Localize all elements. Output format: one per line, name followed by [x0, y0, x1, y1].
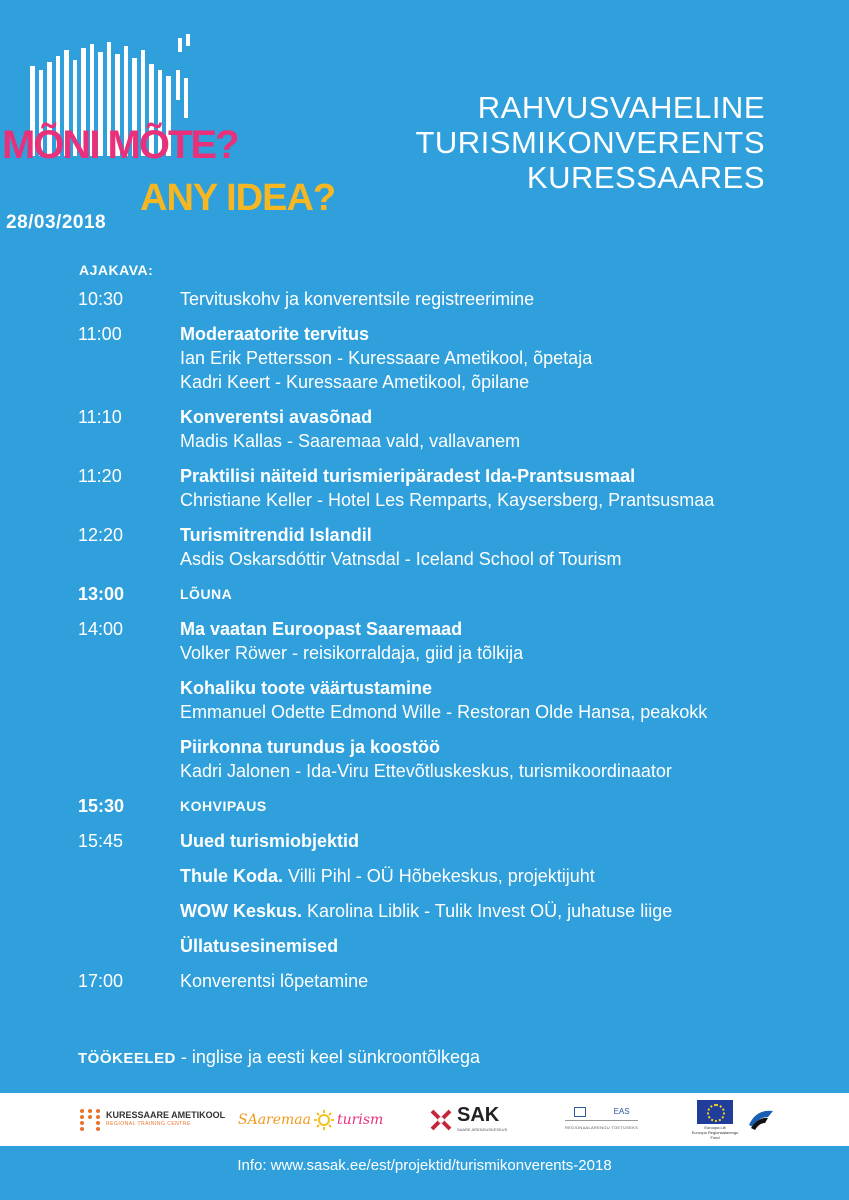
agenda-line: Villi Pihl - OÜ Hõbekeskus, projektijuht: [288, 866, 595, 886]
agenda-time: 14:00: [78, 619, 124, 639]
agenda-item: [78, 287, 818, 311]
agenda-heading: Turismitrendid Islandil: [180, 525, 372, 545]
working-languages: [78, 1045, 480, 1071]
eu-flag-icon: [697, 1100, 733, 1124]
agenda-time: [78, 864, 180, 888]
agenda-heading: Thule Koda.: [180, 866, 283, 886]
sun-icon: [313, 1109, 335, 1131]
agenda-heading: KOHVIPAUS: [180, 798, 267, 814]
logo-text-moni-mote: MÕNI MÕTE?: [2, 123, 238, 167]
agenda-time: [78, 934, 180, 958]
sponsor-subtitle: Euroopa Regionaalarengu Fond: [691, 1129, 739, 1140]
agenda-item: [78, 405, 818, 453]
conference-logo: [0, 30, 336, 240]
agenda-line: Konverentsi lõpetamine: [180, 971, 369, 991]
agenda-heading: Moderaatorite tervitus: [180, 324, 370, 344]
estonian-flag-icon: [746, 1105, 776, 1135]
agenda-line: Ian Erik Pettersson - Kuressaare Ametikool, õpetaja: [180, 348, 593, 368]
ministry-crest-icon: [574, 1107, 586, 1117]
agenda-item: [78, 464, 818, 512]
agenda-heading: Ma vaatan Euroopast Saaremaad: [180, 619, 463, 639]
agenda-item: [78, 735, 818, 783]
event-date: 28/03/2018: [6, 212, 107, 233]
title-line-3: KURESSAARES: [526, 160, 765, 195]
sponsor-subtitle: REGIONAL TRAINING CENTRE: [106, 1120, 191, 1127]
agenda-line: Christiane Keller - Hotel Les Remparts, Kaysersberg, Prantsusmaa: [180, 490, 715, 510]
agenda-item: [78, 969, 818, 993]
logo-text-any-idea: ANY IDEA?: [140, 177, 336, 219]
agenda-time: [78, 899, 180, 923]
sponsor-eas: [565, 1093, 638, 1146]
agenda-heading: WOW Keskus.: [180, 901, 303, 921]
title-line-2: TURISMIKONVERENTS: [415, 125, 765, 160]
footer-info: Info: www.sasak.ee/est/projektid/turismikonverents-2018: [237, 1157, 612, 1174]
agenda-time: 11:00: [78, 324, 122, 344]
ametikool-figure-icon: [78, 1107, 102, 1133]
agenda-heading: Kohaliku toote väärtustamine: [180, 678, 433, 698]
sponsor-name: KURESSAARE AMETIKOOL: [106, 1109, 226, 1120]
agenda-heading: LÕUNA: [180, 586, 233, 602]
agenda-label: AJAKAVA:: [79, 262, 154, 278]
agenda-time: 12:20: [78, 525, 124, 545]
agenda-item: [78, 617, 818, 665]
agenda-item: [78, 934, 818, 958]
sak-cross-icon: [428, 1107, 454, 1133]
agenda-item-lunch: [78, 582, 818, 606]
agenda-time: 13:00: [78, 584, 125, 604]
agenda-heading: Uued turismiobjektid: [180, 831, 360, 851]
agenda-time: 11:10: [78, 407, 122, 427]
agenda-heading: Piirkonna turundus ja koostöö: [180, 737, 441, 757]
saaremaa-barcode-island-icon: [0, 30, 336, 240]
sponsor-saaremaa-turism: [238, 1093, 383, 1146]
agenda-line: Kadri Keert - Kuressaare Ametikool, õpilane: [180, 372, 530, 392]
agenda-line: Asdis Oskarsdóttir Vatnsdal - Iceland School of Tourism: [180, 549, 622, 569]
agenda-item: [78, 523, 818, 571]
agenda-heading: Praktilisi näiteid turismieripäradest Ida-Prantsusmaal: [180, 466, 636, 486]
sponsor-subtitle: SAARE ARENDUSKESKUS: [457, 1126, 508, 1132]
sponsor-name: SAK: [457, 1103, 500, 1126]
agenda-time: 17:00: [78, 971, 124, 991]
agenda-time: [78, 676, 180, 724]
agenda-time: 15:45: [78, 831, 124, 851]
sponsor-name-2: turism: [337, 1111, 384, 1128]
agenda-item: [78, 676, 818, 724]
agenda-line: Volker Röwer - reisikorraldaja, giid ja tõlkija: [180, 643, 524, 663]
agenda-item: [78, 322, 818, 394]
agenda-line: Emmanuel Odette Edmond Wille - Restoran Olde Hansa, peakokk: [180, 702, 708, 722]
title-line-1: RAHVUSVAHELINE: [477, 90, 765, 125]
agenda-line: Tervituskohv ja konverentsile registreerimine: [180, 289, 535, 309]
agenda-time: 10:30: [78, 289, 124, 309]
conference-title: [415, 90, 765, 195]
agenda-heading: Konverentsi avasõnad: [180, 407, 373, 427]
sponsor-eu: [690, 1093, 776, 1146]
sponsor-subtitle: REGIONAALARENGU TOETUSEKS: [565, 1120, 638, 1133]
sponsor-name: SAaremaa: [238, 1111, 311, 1128]
agenda-heading: Üllatusesinemised: [180, 936, 339, 956]
agenda-item: [78, 864, 818, 888]
agenda-time: 15:30: [78, 796, 125, 816]
agenda-line: Karolina Liblik - Tulik Invest OÜ, juhatuse liige: [307, 901, 673, 921]
agenda-list: [78, 287, 818, 1004]
sponsor-ametikool: [78, 1093, 225, 1146]
eas-icon: EAS: [613, 1106, 630, 1116]
agenda-time: 11:20: [78, 466, 122, 486]
sponsor-name: Euroopa Liit: [704, 1124, 726, 1130]
agenda-item-coffee-break: [78, 794, 818, 818]
agenda-item: [78, 899, 818, 923]
working-languages-label: TÖÖKEELED: [78, 1050, 176, 1067]
sponsor-strip: [0, 1093, 849, 1146]
working-languages-text: - inglise ja eesti keel sünkroontõlkega: [175, 1047, 481, 1067]
sponsor-sak: [428, 1093, 507, 1146]
agenda-line: Kadri Jalonen - Ida-Viru Ettevõtluskeskus, turismikoordinaator: [180, 761, 672, 781]
agenda-item: [78, 829, 818, 853]
agenda-time: [78, 735, 180, 783]
agenda-line: Madis Kallas - Saaremaa vald, vallavanem: [180, 431, 521, 451]
